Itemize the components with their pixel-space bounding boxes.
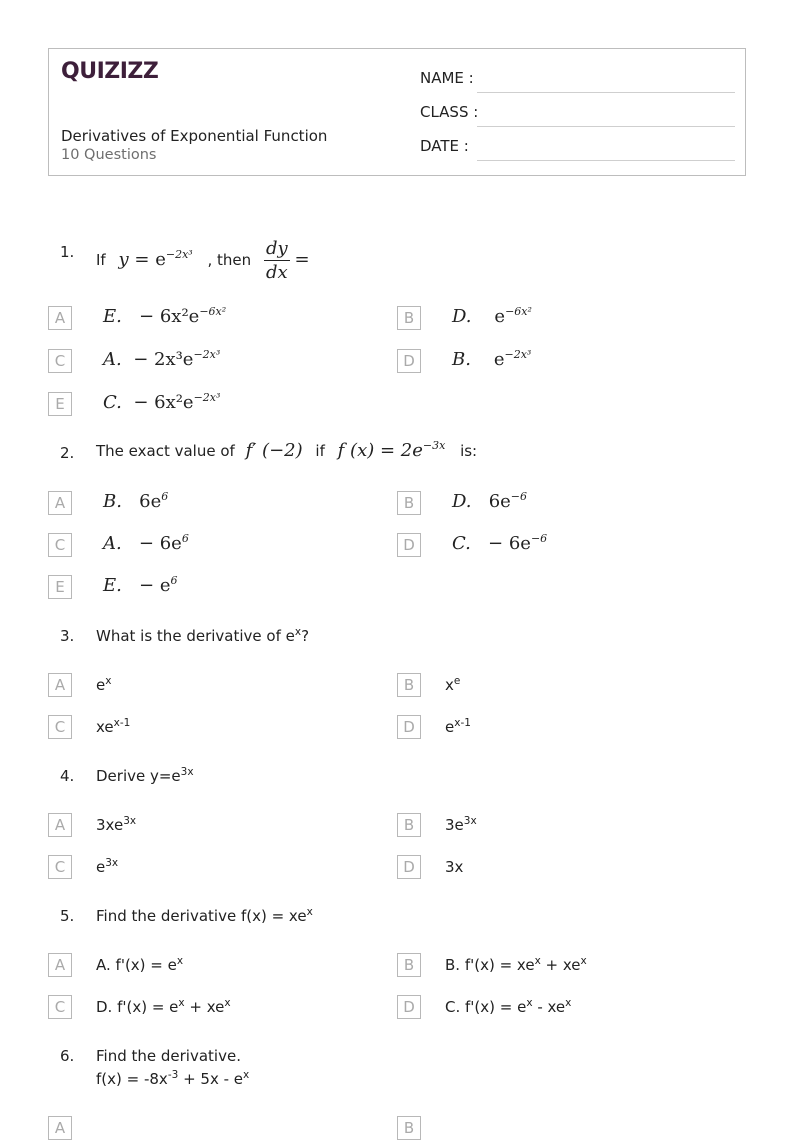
q1-option-d: B. $e^{-2x^3}$ [452,348,532,370]
worksheet-title: Derivatives of Exponential Function [61,127,328,145]
q5-option-c-box[interactable]: C [48,995,72,1019]
question-2-text [96,440,477,461]
q2-option-e: E. − $e^6$ [103,574,178,596]
q1-then: , then [207,251,252,269]
q1-option-a: E. − $6x^2e^{-6x^2}$ [103,305,227,327]
question-4-text: Derive $y=e^{3x}$ [96,766,194,785]
q1-option-b-box[interactable]: B [397,306,421,330]
q4-option-b-box[interactable]: B [397,813,421,837]
date-field[interactable] [420,137,735,161]
q2-option-c: A. − $6e^6$ [103,532,189,554]
q3-option-a-box[interactable]: A [48,673,72,697]
question-6-number: 6. [60,1047,75,1065]
q1-option-a-box[interactable]: A [48,306,72,330]
q5-option-d: C. $f'(x) = e^x - xe^x$ [445,997,572,1016]
q2-option-b-box[interactable]: B [397,491,421,515]
q2-option-e-box[interactable]: E [48,575,72,599]
q3-option-c-box[interactable]: C [48,715,72,739]
q1-equation: $y = e^{-2x^3}$ [118,248,193,270]
class-field[interactable] [420,103,735,127]
q1-option-e-box[interactable]: E [48,392,72,416]
q5-option-d-box[interactable]: D [397,995,421,1019]
q4-option-c-box[interactable]: C [48,855,72,879]
q1-option-b: D. $e^{-6x^2}$ [452,305,532,327]
q2-prefix: The exact value of [96,442,235,460]
worksheet-header [48,48,746,176]
q3-option-a: $e^x$ [96,675,112,694]
date-line[interactable] [477,160,735,161]
q5-option-a-box[interactable]: A [48,953,72,977]
name-field[interactable] [420,69,735,93]
q1-derivative-fraction: $\frac{dy}{dx}$ [265,238,288,283]
question-3-text: What is the derivative of $e^x$? [96,626,310,645]
question-1-text [96,238,310,283]
q2-option-b: D. $6e^{-6}$ [452,490,528,512]
q2-option-a-box[interactable]: A [48,491,72,515]
class-label: CLASS : [420,103,479,121]
q1-option-d-box[interactable]: D [397,349,421,373]
q1-option-c-box[interactable]: C [48,349,72,373]
q5-option-b: B. $f'(x) = xe^x + xe^x$ [445,955,587,974]
question-5-number: 5. [60,907,75,925]
q4-option-c: $e^{3x}$ [96,857,119,876]
question-3-number: 3. [60,627,75,645]
q1-option-e: C. − $6x^2e^{-2x^3}$ [103,391,221,413]
q2-option-c-box[interactable]: C [48,533,72,557]
q2-if: if [315,442,325,460]
q5-option-a: A. $f'(x) = e^x$ [96,955,184,974]
q6-option-a-box[interactable]: A [48,1116,72,1140]
q2-fprime: f′ (−2) [245,440,303,461]
q4-option-b: $3e^{3x}$ [445,815,477,834]
q3-option-b: $x^e$ [445,675,461,694]
q4-option-a-box[interactable]: A [48,813,72,837]
question-2-number: 2. [60,444,75,462]
date-label: DATE : [420,137,469,155]
question-4-number: 4. [60,767,75,785]
q1-option-c: A. − $2x^3e^{-2x^3}$ [103,348,221,370]
q5-option-c: D. $f'(x) = e^x + xe^x$ [96,997,231,1016]
q2-option-a: B. $6e^6$ [103,490,169,512]
quizizz-logo: QUIZIZZ [61,59,159,84]
q3-option-c: $xe^{x-1}$ [96,717,131,736]
class-line[interactable] [477,126,735,127]
q5-option-b-box[interactable]: B [397,953,421,977]
question-count: 10 Questions [61,147,157,163]
q2-option-d-box[interactable]: D [397,533,421,557]
q1-if: If [96,251,106,269]
q4-option-d: 3x [445,858,464,876]
q1-equals: = [294,249,310,270]
q2-suffix: is: [460,442,478,460]
question-5-text: Find the derivative $f(x) = xe^x$ [96,906,313,925]
question-6-function: $f(x) = -8x^{-3} + 5x - e^x$ [96,1069,250,1088]
q4-option-a: $3xe^{3x}$ [96,815,137,834]
q3-option-d-box[interactable]: D [397,715,421,739]
question-1-number: 1. [60,243,75,261]
question-6-text: Find the derivative. [96,1047,241,1065]
name-label: NAME : [420,69,474,87]
q2-option-d: C. − $6e^{-6}$ [452,532,548,554]
q3-option-d: $e^{x-1}$ [445,717,471,736]
q2-function: f $(x) = 2e^{-3x}$ [337,439,446,461]
q3-option-b-box[interactable]: B [397,673,421,697]
name-line[interactable] [477,92,735,93]
q4-option-d-box[interactable]: D [397,855,421,879]
q6-option-b-box[interactable]: B [397,1116,421,1140]
